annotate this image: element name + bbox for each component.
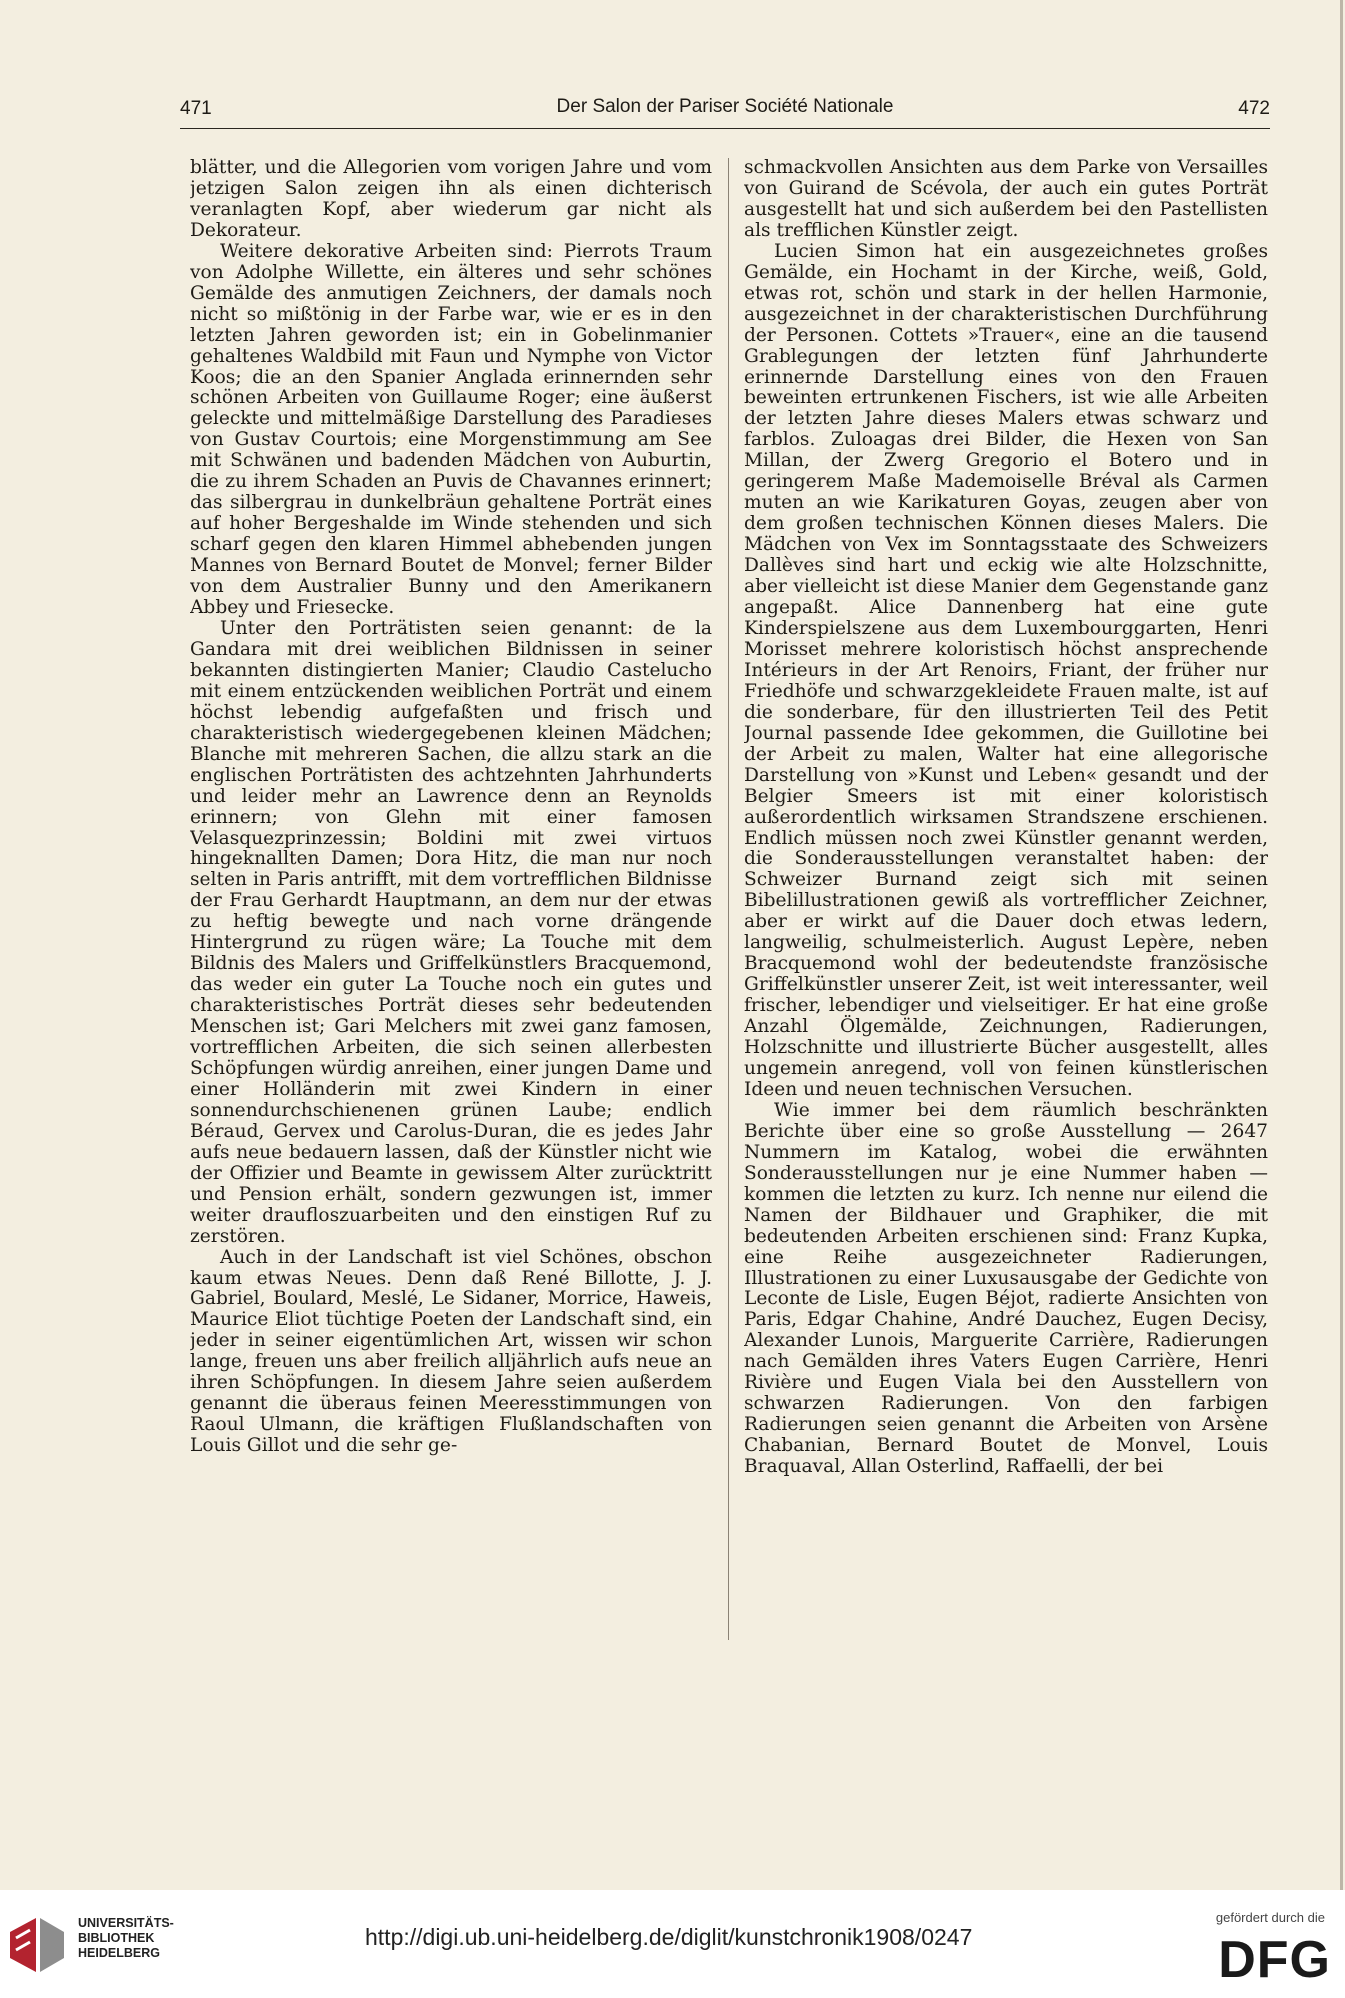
right-column (744, 158, 1268, 1638)
paragraph: Auch in der Landschaft ist viel Schönes, obschon kaum etwas Neues. Denn daß René Billotte, J. J. Gabriel, Boulard, Meslé, Le Sidaner, Morrice, Haweis, Maurice Eliot tüchtige Poeten der Landschaft sind, ein jeder in seiner eigentümlichen Art, wissen wir schon lange, freuen uns aber freilich alljährlich aufs neue an ihren Schöpfungen. In diesem Jahre seien außerdem genannt die überaus feinen Meeresstimmungen von Raoul Ulmann, die kräftigen Flußlandschaften von Louis Gillot und die sehr ge- (190, 1246, 712, 1457)
source-url-link[interactable]: http://digi.ub.uni-heidelberg.de/diglit/kunstchronik1908/0247 (365, 1924, 973, 1950)
sponsor-label: gefördert durch die (1215, 1910, 1325, 1925)
page-number-left: 471 (180, 98, 212, 119)
dfg-logo: DFG (1218, 1931, 1331, 1989)
paragraph: Wie immer bei dem räumlich beschränkten Berichte über eine so große Ausstellung — 2647 Nummern im Katalog, wobei die erwähnten Sonderausstellungen nur je eine Nummer haben — kommen die letzten zu kurz. Ich nenne nur eilend die Namen der Bildhauer und Graphiker, die mit bedeutenden Arbeiten erschienen sind: Franz Kupka, eine Reihe ausgezeichneter Radierungen, Illustrationen zu einer Luxusausgabe der Gedichte von Leconte de Lisle, Eugen Béjot, radierte Ansichten von Paris, Edgar Chahine, André Dauchez, Eugen Decisy, Alexander Lunois, Marguerite Carrière, Radierungen nach Gemälden ihres Vaters Eugen Carrière, Henri Rivière und Eugen Viala bei den Ausstellern von schwarzen Radierungen. Von den farbigen Radierungen seien genannt die Arbeiten von Arsène Chabanian, Bernard Boutet de Monvel, Louis Braquaval, Allan Osterlind, Raffaelli, der bei (744, 1099, 1268, 1478)
paragraph: blätter, und die Allegorien vom vorigen Jahre und vom jetzigen Salon zeigen ihn als einen dichterisch veranlagten Kopf, aber wiederum gar nicht als Dekorateur. (190, 158, 712, 241)
running-header (180, 94, 1270, 124)
column-divider (728, 158, 729, 1640)
page-edge (1340, 0, 1343, 1890)
paragraph: Lucien Simon hat ein ausgezeichnetes großes Gemälde, ein Hochamt in der Kirche, weiß, Gold, etwas rot, schön und stark in der hellen Harmonie, ausgezeichnet in der charakteristischen Durchführung der Personen. Cottets »Trauer«, eine an die tausend Grablegungen der letzten fünf Jahrhunderte erinnernde Darstellung eines von den Frauen beweinten ertrunkenen Fischers, ist wie alle Arbeiten der letzten Jahre dieses Malers etwas schwarz und farblos. Zuloagas drei Bilder, die Hexen von San Millan, der Zwerg Gregorio el Botero und in geringerem Maße Mademoiselle Bréval als Carmen muten an wie Karikaturen Goyas, zeugen aber von dem großen technischen Können dieses Malers. Die Mädchen von Vex im Sonntagsstaate des Schweizers Dallèves sind hart und eckig wie alte Holzschnitte, aber vielleicht ist diese Manier dem Gegenstande ganz angepaßt. Alice Dannenberg hat eine gute Kinderspielszene aus dem Luxembourggarten, Henri Morisset mehrere koloristisch höchst ansprechende Intérieurs in der Art Renoirs, Friant, der früher nur Friedhöfe und schwarzgekleidete Frauen malte, ist auf die sonderbare, für den illustrierten Teil des Petit Journal passende Idee gekommen, die Guillotine bei der Arbeit zu malen, Walter hat eine allegorische Darstellung von »Kunst und Leben« gesandt und der Belgier Smeers ist mit einer koloristisch außerordentlich wirksamen Strandszene erschienen. Endlich müssen noch zwei Künstler genannt werden, die Sonderausstellungen veranstaltet haben: der Schweizer Burnand zeigt sich mit seinen Bibelillustrationen gewiß als vortrefflicher Zeichner, aber er wirkt auf die Dauer doch etwas ledern, langweilig, schulmeisterlich. August Lepère, neben Bracquemond wohl der bedeutendste französische Griffelkünstler unserer Zeit, ist weit interessanter, weil frischer, lebendiger und vielseitiger. Er hat eine große Anzahl Ölgemälde, Zeichnungen, Radierungen, Holzschnitte und illustrierte Bücher ausgestellt, alles ungemein anregend, voll von feinen künstlerischen Ideen und neuen technischen Versuchen. (744, 240, 1268, 1100)
page-number-right: 472 (1238, 98, 1270, 119)
library-name-line: HEIDELBERG (78, 1946, 160, 1960)
left-column (190, 158, 712, 1638)
library-name-line: UNIVERSITÄTS- (78, 1916, 174, 1930)
running-title: Der Salon der Pariser Société Nationale (556, 96, 894, 117)
paragraph: Weitere dekorative Arbeiten sind: Pierrots Traum von Adolphe Willette, ein älteres und sehr schönes Gemälde des anmutigen Zeichners, der damals noch nicht so mißtönig in der Farbe war, wie er es in den letzten Jahren geworden ist; ein in Gobelinmanier gehaltenes Waldbild mit Faun und Nymphe von Victor Koos; die an den Spanier Anglada erinnernden sehr schönen Arbeiten von Guillaume Roger; eine äußerst geleckte und mittelmäßige Darstellung des Paradieses von Gustav Courtois; eine Morgenstimmung am See mit Schwänen und badenden Mädchen von Auburtin, die zu ihrem Schaden an Puvis de Chavannes erinnert; das silbergrau in dunkelbräun gehaltene Porträt eines auf hoher Bergeshalde im Winde stehenden und sich scharf gegen den klaren Himmel abhebenden jungen Mannes von Bernard Boutet de Monvel; ferner Bilder von dem Australier Bunny und den Amerikanern Abbey und Friesecke. (190, 240, 712, 619)
paragraph: Unter den Porträtisten seien genannt: de la Gandara mit drei weiblichen Bildnissen in seiner bekannten distingierten Manier; Claudio Castelucho mit einem entzückenden weiblichen Porträt und einem höchst lebendig aufgefaßten und frisch und charakteristisch wiedergegebenen kleinen Mädchen; Blanche mit mehreren Sachen, die allzu stark an die englischen Porträtisten des achtzehnten Jahrhunderts und leider mehr an Lawrence denn an Reynolds erinnern; von Glehn mit einer famosen Velasquezprinzessin; Boldini mit zwei virtuos hingeknallten Damen; Dora Hitz, die man nur noch selten in Paris antrifft, mit dem vortrefflichen Bildnisse der Frau Gerhardt Hauptmann, an dem nur der etwas zu heftig bewegte und nach vorne drängende Hintergrund zu rügen wäre; La Touche mit dem Bildnis des Malers und Griffelkünstlers Bracquemond, das weder ein guter La Touche noch ein gutes und charakteristisches Porträt dieses sehr bedeutenden Menschen ist; Gari Melchers mit zwei ganz famosen, vortrefflichen Arbeiten, die sich seinen allerbesten Schöpfungen würdig anreihen, einer jungen Dame und einer Holländerin mit zwei Kindern in einer sonnendurchschienenen grünen Laube; endlich Béraud, Gervex und Carolus-Duran, die es jedes Jahr aufs neue bedauern lassen, daß der Künstler nicht wie der Offizier und Beamte in gewissem Alter zurücktritt und Pension erhält, sondern gezwungen ist, immer weiter draufloszuarbeiten und den einstigen Ruf zu zerstören. (190, 617, 712, 1247)
university-logo-icon (6, 1912, 68, 1978)
library-name-line: BIBLIOTHEK (78, 1931, 155, 1945)
digitization-footer (0, 1890, 1345, 1998)
header-rule (180, 128, 1270, 129)
paragraph: schmackvollen Ansichten aus dem Parke von Versailles von Guirand de Scévola, der auch ein gutes Porträt ausgestellt hat und sich außerdem bei den Pastellisten als trefflichen Künstler zeigt. (744, 158, 1268, 241)
library-name (78, 1916, 174, 1961)
